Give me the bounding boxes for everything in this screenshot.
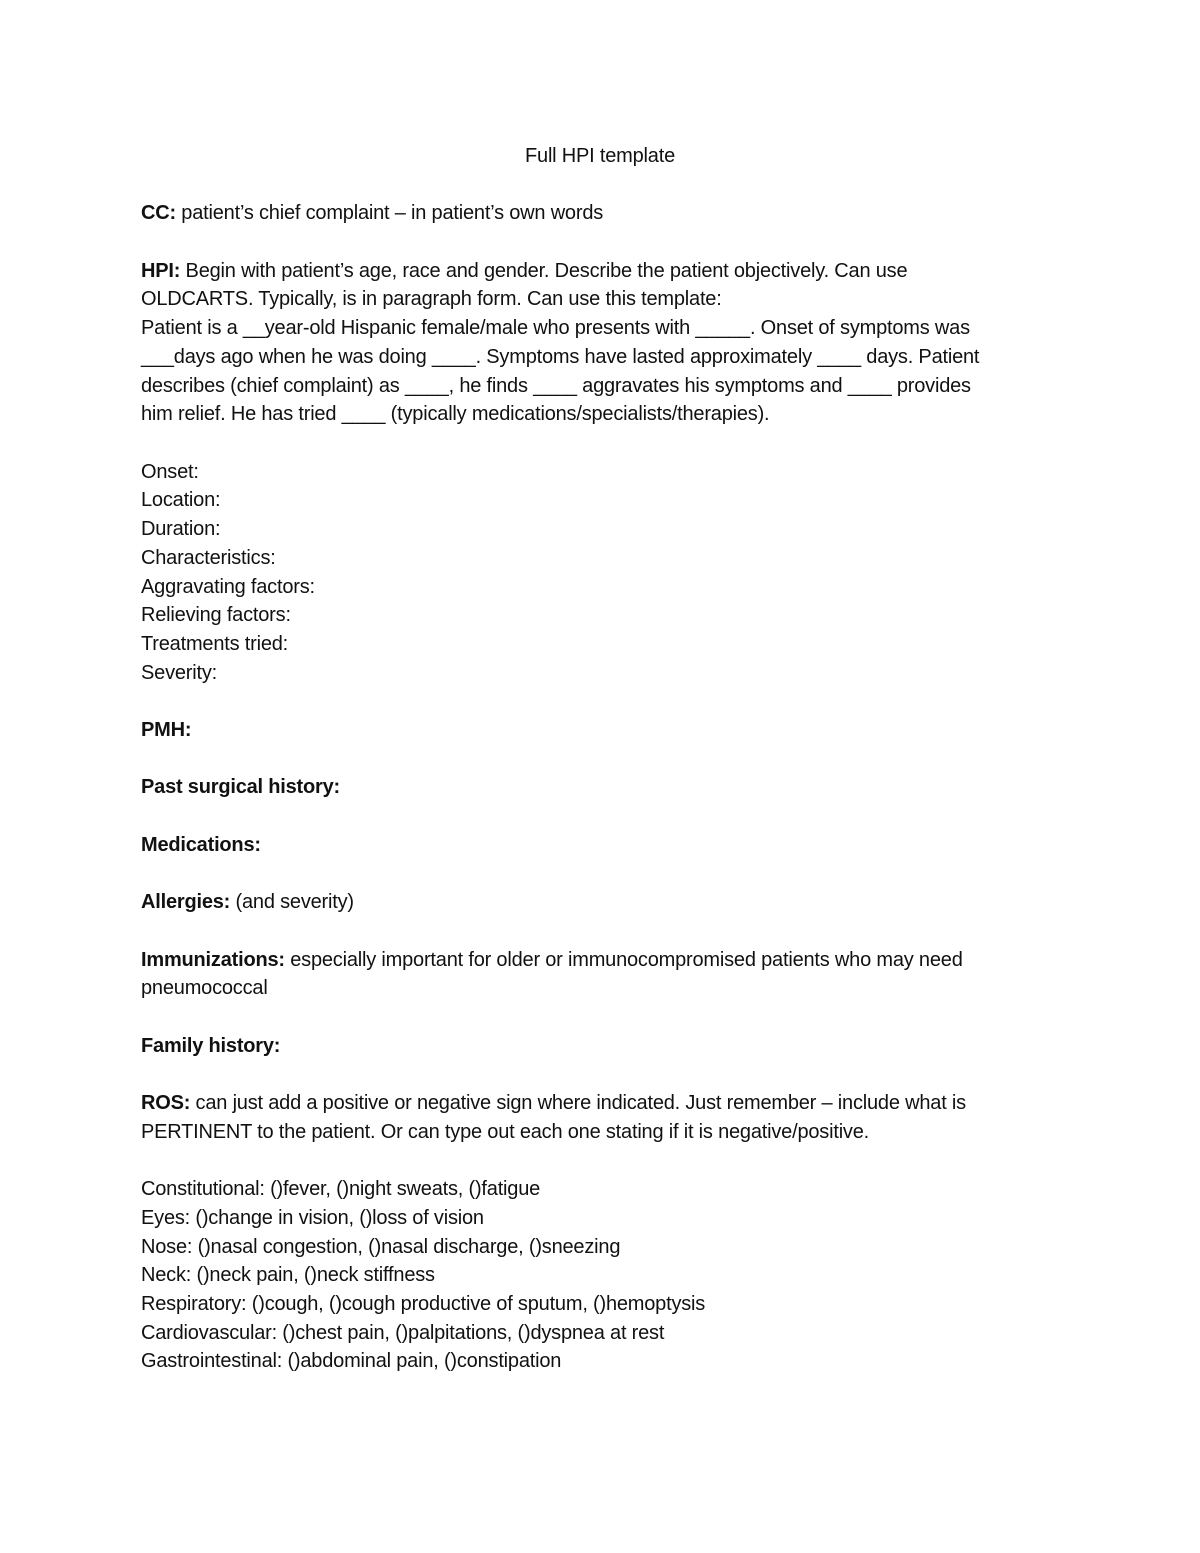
oldcarts-list [141,458,1061,688]
spacer [141,228,1061,257]
ros-line-2: PERTINENT to the patient. Or can type out each one stating if it is negative/positive. [141,1120,870,1143]
hpi-label: HPI: [141,259,181,282]
spacer [141,1003,1061,1032]
hpi-line-2: OLDCARTS. Typically, is in paragraph form. Can use this template: [141,288,722,311]
spacer [141,1146,1061,1175]
allergies-section [141,888,1061,917]
oldcarts-item-severity: Severity: [141,661,218,684]
immunizations-label: Immunizations: [141,948,285,971]
immunizations-section [141,946,1061,1003]
family-history-heading: Family history: [141,1034,281,1057]
psh-heading: Past surgical history: [141,776,340,799]
hpi-line-4: ___days ago when he was doing ____. Symptoms have lasted approximately ____ days. Patient [141,345,980,368]
cc-label: CC: [141,202,176,225]
spacer [141,429,1061,458]
oldcarts-item-characteristics: Characteristics: [141,546,276,569]
pmh-heading: PMH: [141,719,192,741]
hpi-line-1 [141,257,1061,286]
medications-heading: Medications: [141,833,261,856]
immunizations-line-2: pneumococcal [141,977,268,1000]
spacer [141,802,1061,831]
immunizations-line-1 [141,946,1061,975]
oldcarts-item-treatments: Treatments tried: [141,632,289,655]
oldcarts-item-onset: Onset: [141,460,199,483]
ros-item-gastrointestinal: Gastrointestinal: ()abdominal pain, ()constipation [141,1350,562,1373]
ros-item-neck: Neck: ()neck pain, ()neck stiffness [141,1264,435,1287]
hpi-line-5: describes (chief complaint) as ____, he finds ____ aggravates his symptoms and ____ provides [141,374,971,397]
ros-item-cardiovascular: Cardiovascular: ()chest pain, ()palpitations, ()dyspnea at rest [141,1321,665,1344]
ros-section [141,1089,1061,1146]
hpi-line-3: Patient is a __year-old Hispanic female/male who presents with _____. Onset of symptoms was [141,317,970,340]
ros-item-constitutional: Constitutional: ()fever, ()night sweats, ()fatigue [141,1178,541,1201]
ros-text: can just add a positive or negative sign where indicated. Just remember – include what is [190,1092,966,1115]
ros-item-respiratory: Respiratory: ()cough, ()cough productive of sputum, ()hemoptysis [141,1292,706,1315]
oldcarts-item-duration: Duration: [141,518,221,541]
oldcarts-item-aggravating: Aggravating factors: [141,575,315,598]
immunizations-text: especially important for older or immunocompromised patients who may need [284,948,963,971]
spacer [141,745,1061,774]
spacer [141,859,1061,888]
hpi-section [141,257,1061,429]
hpi-line-6: him relief. He has tried ____ (typically medications/specialists/therapies). [141,403,770,426]
ros-item-nose: Nose: ()nasal congestion, ()nasal discharge, ()sneezing [141,1235,621,1258]
spacer [141,687,1061,716]
document-title: Full HPI template [525,145,675,167]
ros-systems-list [141,1175,1061,1376]
cc-section [141,199,1061,228]
allergies-label: Allergies: [141,891,231,914]
allergies-text: (and severity) [230,891,354,914]
ros-line-1 [141,1089,1061,1118]
cc-text: patient’s chief complaint – in patient’s own words [175,202,604,225]
oldcarts-item-location: Location: [141,489,221,512]
ros-item-eyes: Eyes: ()change in vision, ()loss of vision [141,1206,484,1229]
hpi-line-text: Begin with patient’s age, race and gender. Describe the patient objectively. Can use [180,259,908,282]
spacer [141,171,1061,200]
oldcarts-item-relieving: Relieving factors: [141,604,291,627]
document-body [141,142,1061,1376]
spacer [141,1060,1061,1089]
spacer [141,917,1061,946]
ros-label: ROS: [141,1092,191,1115]
